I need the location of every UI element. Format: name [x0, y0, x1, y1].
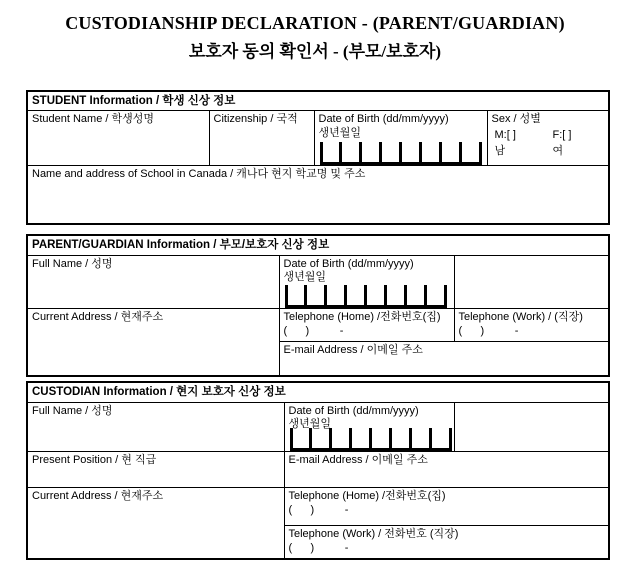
custodian-phone-work-blank[interactable]: ( ) - — [288, 542, 349, 555]
custodian-dob-label-korean: 생년월일 — [288, 418, 332, 431]
student-school-field[interactable] — [27, 166, 609, 224]
custodian-phone-work-label: Telephone (Work) / 전화번호 (직장) — [288, 527, 459, 540]
dob-digit-box[interactable] — [320, 142, 340, 162]
form-title-korean: 보호자 동의 확인서 - (부모/보호자) — [188, 42, 442, 61]
parent-dob-label: Date of Birth (dd/mm/yyyy) — [283, 257, 414, 270]
student-sex-field — [487, 111, 609, 166]
parent-phone-home-field[interactable] — [279, 308, 454, 342]
dob-digit-box[interactable] — [329, 428, 349, 448]
custodian-dob-field[interactable] — [284, 402, 454, 451]
student-sex-label: Sex / 성별 — [491, 113, 541, 126]
parent-extra-cell[interactable] — [454, 255, 609, 308]
parent-email-label: E-mail Address / 이메일 주소 — [283, 344, 423, 356]
dob-digit-box[interactable] — [424, 285, 447, 305]
female-label-korean: 여 — [552, 144, 564, 157]
student-citizenship-label: Citizenship / 국적 — [213, 113, 298, 126]
dob-digit-box[interactable] — [369, 428, 389, 448]
dob-digit-box[interactable] — [429, 428, 452, 448]
parent-address-field[interactable] — [27, 308, 279, 376]
dob-digit-box[interactable] — [409, 428, 429, 448]
dob-digit-box[interactable] — [304, 285, 324, 305]
parent-phone-work-blank[interactable]: ( ) - — [458, 325, 519, 338]
parent-dob-comb — [285, 285, 447, 308]
parent-guardian-info-table — [26, 234, 610, 377]
dob-digit-box[interactable] — [389, 428, 409, 448]
dob-digit-box[interactable] — [324, 285, 344, 305]
dob-digit-box[interactable] — [384, 285, 404, 305]
custodian-extra-cell[interactable] — [454, 402, 609, 451]
custodian-dob-comb — [290, 428, 452, 451]
dob-digit-box[interactable] — [399, 142, 419, 162]
student-dob-label-korean: 생년월일 — [318, 127, 362, 140]
custodian-name-label: Full Name / 성명 — [32, 404, 113, 417]
custodian-email-field[interactable] — [284, 451, 609, 487]
custodian-position-label: Present Position / 현 직급 — [32, 453, 157, 466]
student-info-table — [26, 90, 610, 225]
parent-section-header: PARENT/GUARDIAN Information / 부모/보호자 신상 정보 — [27, 235, 609, 255]
custodian-name-field[interactable] — [27, 402, 284, 451]
custodian-phone-home-field[interactable] — [284, 487, 609, 525]
dob-digit-box[interactable] — [404, 285, 424, 305]
student-school-label: Name and address of School in Canada / 캐나다 현지 학교명 및 주소 — [32, 168, 366, 181]
dob-digit-box[interactable] — [309, 428, 329, 448]
parent-name-label: Full Name / 성명 — [32, 257, 113, 270]
parent-phone-work-field[interactable] — [454, 308, 609, 342]
dob-digit-box[interactable] — [359, 142, 379, 162]
student-section-header: STUDENT Information / 학생 신상 정보 — [27, 91, 609, 111]
custodian-phone-home-label: Telephone (Home) /전화번호(집) — [288, 489, 446, 502]
parent-name-field[interactable] — [27, 255, 279, 308]
custodianship-declaration-form — [0, 13, 630, 567]
dob-digit-box[interactable] — [344, 285, 364, 305]
custodian-address-field[interactable] — [27, 487, 284, 559]
parent-phone-work-label: Telephone (Work) / (직장) — [458, 310, 583, 323]
parent-dob-field[interactable] — [279, 255, 454, 308]
parent-email-field[interactable] — [279, 342, 609, 376]
custodian-info-table — [26, 381, 610, 560]
form-title-english: CUSTODIANSHIP DECLARATION - (PARENT/GUARDIAN) — [65, 13, 565, 33]
student-citizenship-field[interactable] — [209, 111, 314, 166]
student-dob-comb — [320, 142, 482, 165]
dob-digit-box[interactable] — [439, 142, 459, 162]
female-checkbox[interactable]: F:[ ] — [552, 129, 572, 142]
student-dob-field[interactable] — [314, 111, 487, 166]
dob-digit-box[interactable] — [379, 142, 399, 162]
custodian-address-label: Current Address / 현재주소 — [32, 489, 164, 502]
student-dob-label: Date of Birth (dd/mm/yyyy) — [318, 113, 449, 126]
parent-phone-home-label: Telephone (Home) /전화번호(집) — [283, 310, 441, 323]
parent-dob-label-korean: 생년월일 — [283, 271, 327, 284]
dob-digit-box[interactable] — [285, 285, 305, 305]
dob-digit-box[interactable] — [459, 142, 482, 162]
custodian-position-field[interactable] — [27, 451, 284, 487]
dob-digit-box[interactable] — [419, 142, 439, 162]
parent-phone-home-blank[interactable]: ( ) - — [283, 325, 344, 338]
custodian-phone-home-blank[interactable]: ( ) - — [288, 504, 349, 517]
male-checkbox[interactable]: M:[ ] — [494, 129, 516, 142]
male-label-korean: 남 — [494, 144, 506, 157]
custodian-email-label: E-mail Address / 이메일 주소 — [288, 453, 428, 466]
dob-digit-box[interactable] — [290, 428, 310, 448]
custodian-dob-label: Date of Birth (dd/mm/yyyy) — [288, 404, 419, 417]
dob-digit-box[interactable] — [364, 285, 384, 305]
parent-address-label: Current Address / 현재주소 — [32, 310, 164, 323]
student-name-field[interactable] — [27, 111, 209, 166]
dob-digit-box[interactable] — [339, 142, 359, 162]
custodian-section-header: CUSTODIAN Information / 현지 보호자 신상 정보 — [27, 382, 609, 402]
dob-digit-box[interactable] — [349, 428, 369, 448]
student-name-label: Student Name / 학생성명 — [32, 113, 154, 126]
